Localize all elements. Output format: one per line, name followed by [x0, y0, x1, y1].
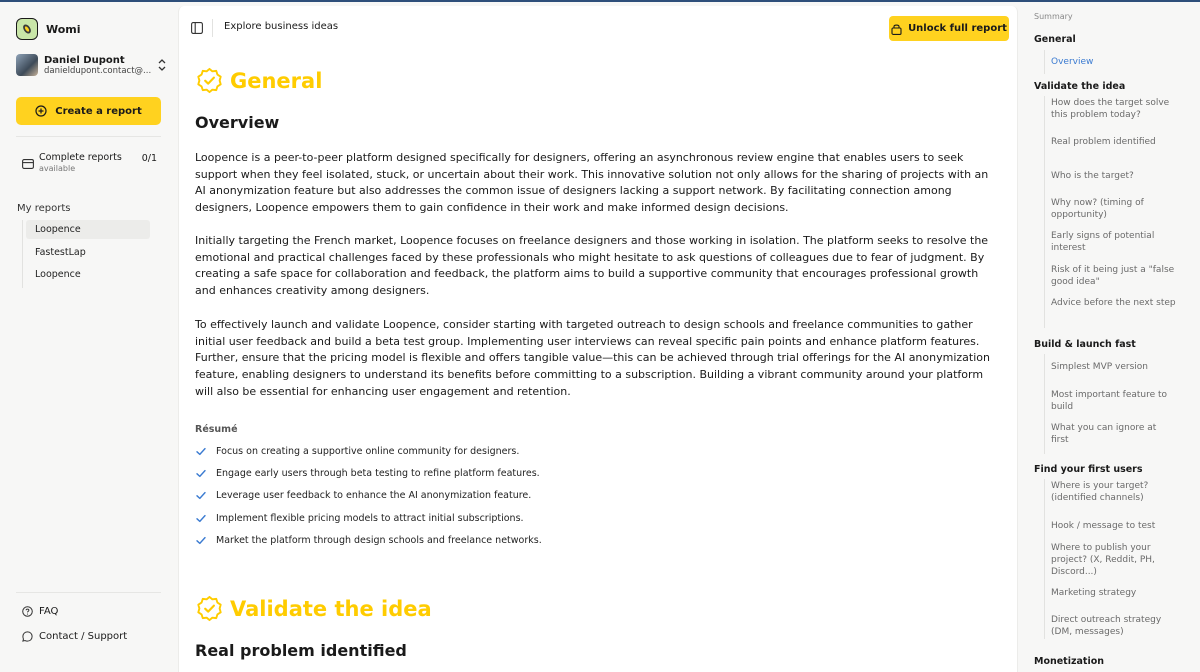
overview-paragraph: Loopence is a peer-to-peer platform designed specifically for designers, offering an asynchronous review engine that enables users to seek support when they feel isolated, stuck, or uncertain about their work. This innovative solution not only allows for the sharing of projects with an AI anonymization feature but also addresses the common issue of designers lacking a support network. By facilitating connection among designers, Loopence empowers them to gain confidence in their work and make informed design decisions.: [195, 151, 989, 215]
resume-item-text: Leverage user feedback to enhance the AI anonymization feature.: [216, 490, 532, 502]
create-report-label: Create a report: [55, 105, 142, 117]
check-icon: [196, 491, 206, 500]
summary-item[interactable]: Simplest MVP version: [1051, 362, 1148, 372]
summary-item[interactable]: Hook / message to test: [1051, 521, 1156, 531]
summary-item[interactable]: Most important feature to build: [1051, 390, 1168, 412]
resume-list: [196, 440, 896, 551]
report-item[interactable]: Loopence: [35, 269, 81, 280]
section-title: Validate the idea: [230, 596, 432, 621]
report-list: [22, 220, 150, 288]
verified-badge-icon: [196, 595, 223, 622]
summary-item[interactable]: Where is your target? (identified channels): [1051, 481, 1149, 503]
user-email: danieldupont.contact@...: [44, 65, 152, 76]
user-name: Daniel Dupont: [44, 54, 125, 66]
check-icon: [196, 469, 206, 478]
report-item[interactable]: FastestLap: [35, 246, 86, 258]
toolbar-divider: [212, 19, 213, 37]
summary-guide-line: [1044, 479, 1045, 639]
summary-section-general[interactable]: General: [1034, 34, 1076, 45]
list-item: [196, 462, 896, 484]
summary-item[interactable]: Marketing strategy: [1051, 588, 1137, 598]
complete-reports-sub: available: [39, 164, 76, 173]
overview-paragraph: Initially targeting the French market, Loopence focuses on freelance designers and those working in isolation. The platform seeks to resolve the emotional and practical challenges faced by these professionals who might hesitate to ask questions of colleagues due to fear of judgment. By creating a safe space for collaboration and feedback, the platform aims to build a supportive community that encourages professional growth and enhances creativity among designers.: [195, 234, 989, 298]
list-item: [196, 485, 896, 507]
faq-link[interactable]: [22, 606, 58, 617]
summary-section-build[interactable]: Build & launch fast: [1034, 339, 1136, 350]
main-content: [178, 6, 1018, 672]
my-reports-title: My reports: [17, 203, 71, 214]
toolbar: [179, 6, 1019, 50]
real-problem-title: Real problem identified: [195, 641, 407, 660]
check-icon: [196, 536, 206, 545]
list-item: [196, 440, 896, 462]
summary-item[interactable]: Direct outreach strategy (DM, messages): [1051, 615, 1162, 637]
resume-item-text: Implement flexible pricing models to attract initial subscriptions.: [216, 512, 524, 524]
check-icon: [196, 514, 206, 523]
faq-label: FAQ: [39, 606, 59, 617]
window-top-border: [0, 0, 1200, 2]
summary-item[interactable]: Who is the target?: [1051, 171, 1134, 181]
create-report-button[interactable]: [16, 97, 161, 125]
complete-reports-label: Complete reports: [39, 152, 122, 163]
brand-name: Womi: [46, 22, 81, 36]
resume-item-text: Market the platform through design schools and freelance networks.: [216, 534, 542, 546]
complete-reports: [22, 152, 157, 173]
resume-item-text: Focus on creating a supportive online community for designers.: [216, 445, 520, 457]
summary-title: Summary: [1034, 12, 1073, 21]
summary-item[interactable]: How does the target solve this problem today?: [1051, 98, 1170, 120]
help-circle-icon: [22, 606, 33, 617]
brand[interactable]: [16, 18, 81, 40]
divider: [16, 136, 161, 137]
user-switcher[interactable]: [16, 54, 164, 76]
lock-icon: [891, 23, 902, 35]
sidebar-toggle-icon[interactable]: [191, 22, 203, 34]
summary-item[interactable]: Where to publish your project? (X, Reddit, PH, Discord...): [1051, 543, 1155, 577]
sidebar: [0, 2, 177, 666]
summary-section-monetization[interactable]: Monetization: [1034, 656, 1105, 667]
overview-paragraph: To effectively launch and validate Loopence, consider starting with targeted outreach to design schools and freelance communities to gather initial user feedback and build a beta test group. Implementing user interviews can reveal specific pain points and enhance platform features. Further, ensure that the pricing model is flexible and offers tangible value—this can be achieved through trial offerings for the AI anonymization feature, enabling designers to understand its benefits before committing to a subscription. Building a vibrant community around your platform will also be essential for enhancing user engagement and retention.: [195, 318, 990, 398]
summary-guide-line: [1044, 354, 1045, 454]
breadcrumb[interactable]: Explore business ideas: [224, 21, 339, 32]
unlock-full-report-button[interactable]: [889, 16, 1009, 41]
plus-circle-icon: [35, 105, 47, 117]
summary-item-overview[interactable]: Overview: [1051, 57, 1094, 67]
summary-section-find[interactable]: Find your first users: [1034, 464, 1143, 475]
message-circle-icon: [22, 631, 33, 642]
summary-item[interactable]: Advice before the next step: [1051, 298, 1176, 308]
summary-section-validate[interactable]: Validate the idea: [1034, 81, 1126, 92]
divider: [16, 592, 161, 593]
summary-item[interactable]: Real problem identified: [1051, 137, 1156, 147]
contact-link[interactable]: [22, 631, 127, 642]
resume-item-text: Engage early users through beta testing to refine platform features.: [216, 467, 540, 479]
summary-item[interactable]: What you can ignore at first: [1051, 423, 1157, 445]
chevron-up-down-icon[interactable]: [157, 58, 167, 72]
summary-nav: [1022, 2, 1200, 666]
overview-title: Overview: [195, 113, 280, 132]
summary-guide-line: [1044, 50, 1045, 74]
summary-guide-line: [1044, 96, 1045, 328]
resume-title: Résumé: [195, 424, 238, 435]
list-item: [196, 507, 896, 529]
contact-label: Contact / Support: [39, 631, 128, 642]
complete-reports-count: 0/1: [141, 153, 157, 164]
section-validate-heading: [196, 595, 432, 622]
check-icon: [196, 447, 206, 456]
section-general-heading: [196, 67, 322, 94]
womi-logo-icon: [16, 18, 38, 40]
summary-item[interactable]: Risk of it being just a "false good idea": [1051, 265, 1175, 287]
verified-badge-icon: [196, 67, 223, 94]
section-title: General: [230, 68, 323, 93]
list-item: [196, 529, 896, 551]
summary-item[interactable]: Early signs of potential interest: [1051, 231, 1155, 253]
summary-item[interactable]: Why now? (timing of opportunity): [1051, 198, 1144, 220]
report-item[interactable]: Loopence: [26, 220, 150, 239]
unlock-label: Unlock full report: [908, 23, 1007, 34]
avatar: [16, 54, 38, 76]
credit-card-icon: [22, 159, 34, 169]
